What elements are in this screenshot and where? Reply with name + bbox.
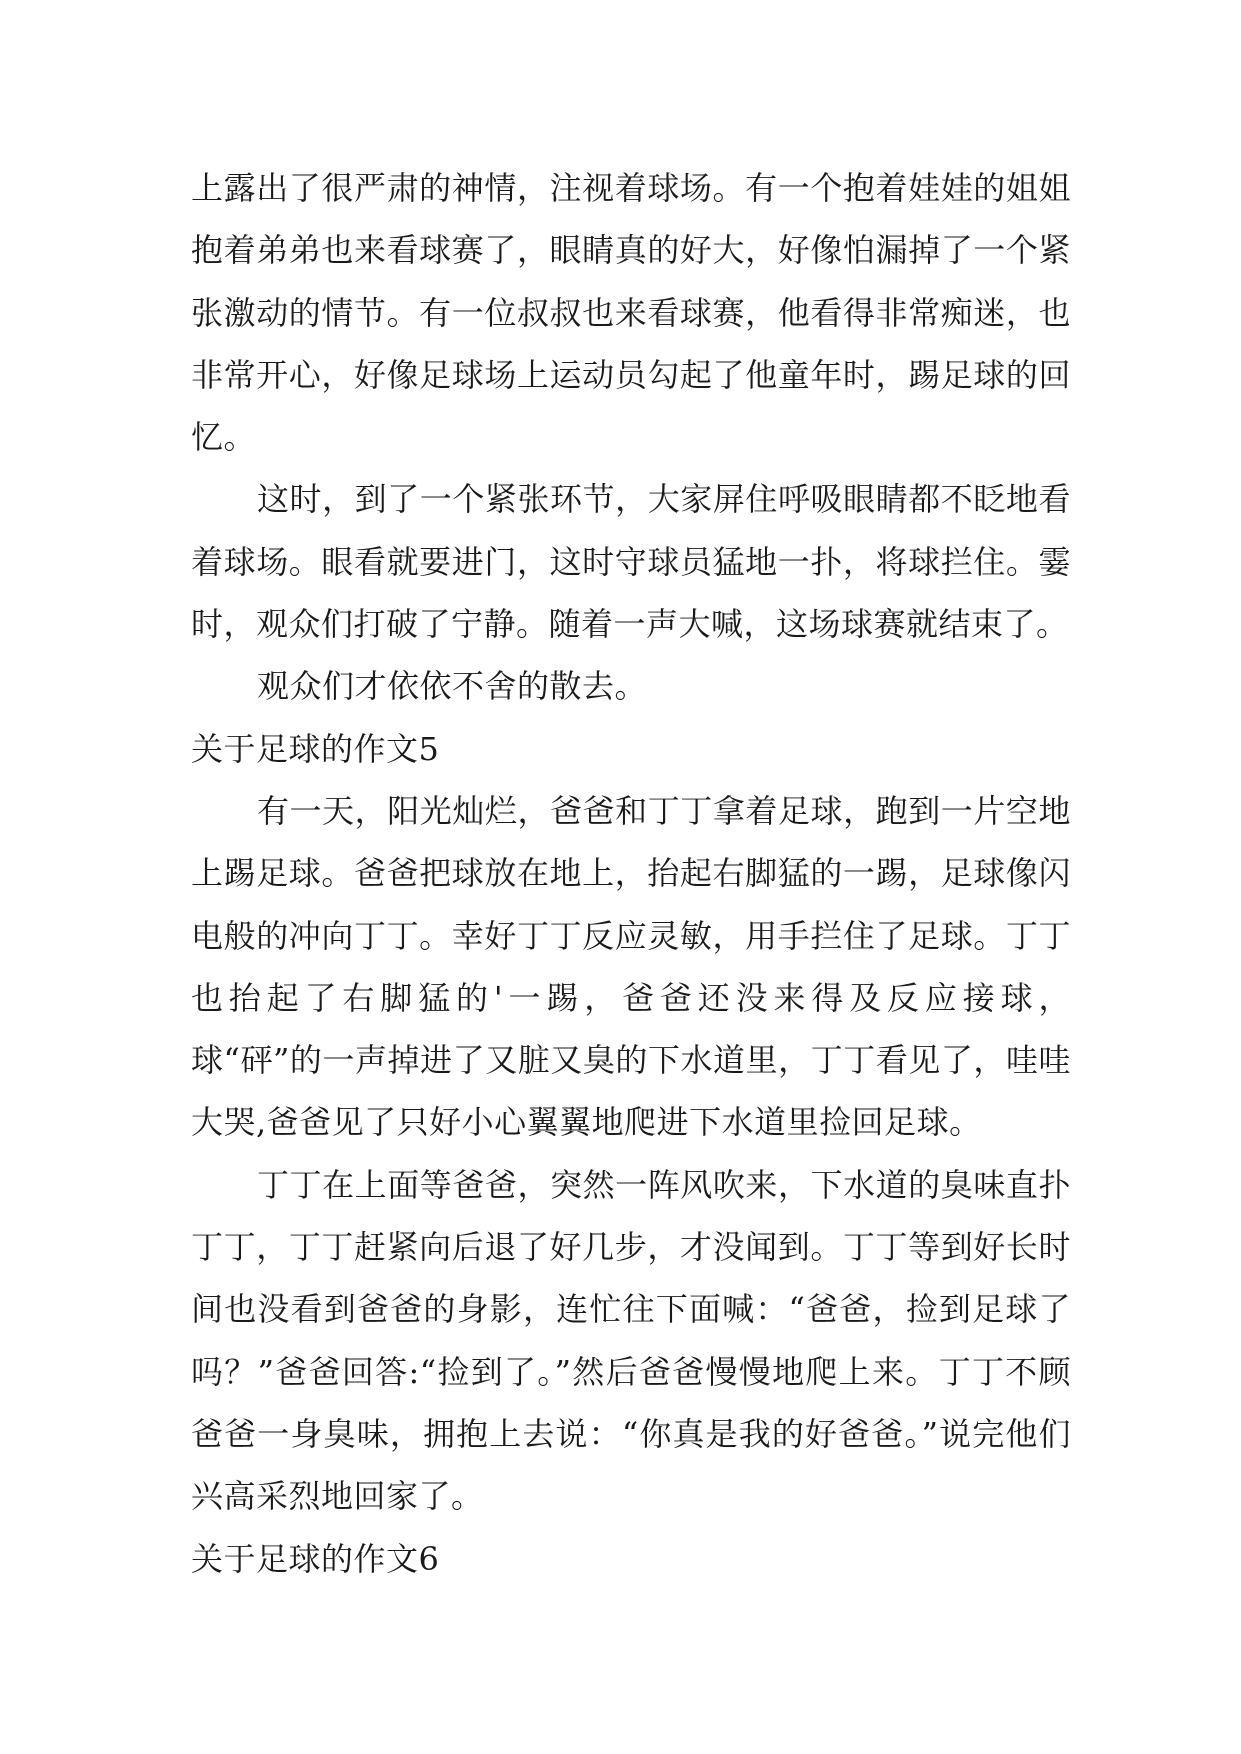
essay-heading-6: 关于足球的作文6 bbox=[191, 1539, 440, 1578]
paragraph-waiting-dad: 丁丁在上面等爸爸，突然一阵风吹来，下水道的臭味直扑丁丁，丁丁赶紧向后退了好几步，才没闻到。丁丁等到好长时间也没看到爸爸的身影，连忙往下面喊：“爸爸，捡到足球了吗？”爸爸回答:“捡到了。”然后爸爸慢慢地爬上来。丁丁不顾爸爸一身臭味，拥抱上去说：“你真是我的好爸爸。”说完他们兴高采烈地回家了。 bbox=[191, 1165, 1071, 1516]
essay-heading-5: 关于足球的作文5 bbox=[191, 729, 440, 768]
document-page bbox=[191, 157, 1071, 1590]
paragraph-sunny-day: 有一天，阳光灿烂，爸爸和丁丁拿着足球，跑到一片空地上踢足球。爸爸把球放在地上，抬起右脚猛的一踢，足球像闪电般的冲向丁丁。幸好丁丁反应灵敏，用手拦住了足球。丁丁也抬起了右脚猛的'一踢，爸爸还没来得及反应接球，球“砰”的一声掉进了又脏又臭的下水道里，丁丁看见了，哇哇大哭,爸爸见了只好小心翼翼地爬进下水道里捡回足球。 bbox=[191, 791, 1071, 1142]
paragraph-audience-leaves: 观众们才依依不舍的散去。 bbox=[257, 667, 648, 706]
paragraph-continued: 上露出了很严肃的神情，注视着球场。有一个抱着娃娃的姐姐抱着弟弟也来看球赛了，眼睛真的好大，好像怕漏掉了一个紧张激动的情节。有一位叔叔也来看球赛，他看得非常痴迷，也非常开心，好像足球场上运动员勾起了他童年时，踢足球的回忆。 bbox=[191, 169, 1071, 457]
paragraph-tense-moment: 这时，到了一个紧张环节，大家屏住呼吸眼睛都不眨地看着球场。眼看就要进门，这时守球员猛地一扑，将球拦住。霎时，观众们打破了宁静。随着一声大喊，这场球赛就结束了。 bbox=[191, 480, 1071, 644]
